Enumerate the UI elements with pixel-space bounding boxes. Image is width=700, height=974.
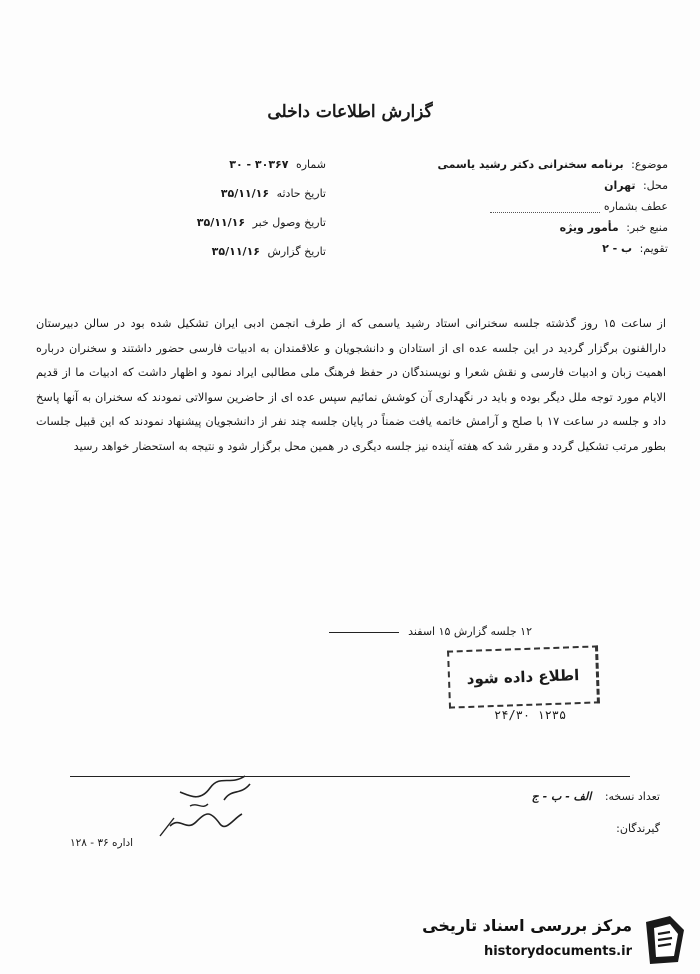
report-body [36, 312, 666, 460]
subject-row: موضوع: برنامه سخنرانی دکتر رشید یاسمی [368, 154, 668, 175]
document-archive-icon [640, 912, 690, 968]
reference-row [368, 196, 668, 217]
reference-label: عطف بشماره [603, 200, 668, 213]
report-date-row [36, 237, 326, 266]
reference-dotted-line [490, 202, 600, 213]
assessment-value: ب - ۲ [602, 242, 633, 255]
meta-left-block [36, 150, 326, 266]
handwritten-signature [150, 766, 280, 846]
report-paragraph: از ساعت ۱۵ روز گذشته جلسه سخنرانی استاد رشید یاسمی که از طرف انجمن ادبی ایران تشکیل شده بود در سالن دبیرستان دارالفنون برگزار گردید در این جلسه عده ای از استادان و دانشجویان و علاقمندان به ادبیات فارسی حضور داشتند و سخنران درباره اهمیت زبان و ادبیات فارسی و نقش شعرا و نویسندگان در حفظ فرهنگ ملی مطالبی ایراد نمود و اظهار داشت که ادبیات ما از قدیم الایام مورد توجه ملل دیگر بوده و باید در نگهداری آن کوشش نمائیم سپس عده ای از حاضرین سوالاتی نمودند که سخنران به آنها پاسخ داد و جلسه در ساعت ۱۷ با صلح و آرامش خاتمه یافت ضمناً در پایان جلسه چند نفر از دانشجویان پیشنهاد نمودند که این قبیل جلسات بطور مرتب تشکیل گردد و مقرر شد که هفته آینده نیز جلسه دیگری در همین محل برگزار شود و نتیجه به استحضار خواهد رسید [36, 317, 666, 453]
stamp-number: ۲۴/۳۰ ۱۲۳۵ [494, 708, 567, 722]
assessment-label: تقویم [643, 242, 668, 255]
event-date-label: تاریخ حادثه [276, 187, 326, 200]
source-row: منبع خبر: مأمور ویژه [368, 217, 668, 238]
copies-label: تعداد نسخه [608, 790, 660, 803]
footer-divider [70, 776, 630, 777]
received-date-row [36, 208, 326, 237]
copies-row: تعداد نسخه: الف - ب - ج [531, 790, 660, 803]
place-value: تهران [604, 179, 636, 192]
event-date-row [36, 179, 326, 208]
place-label: محل [646, 179, 668, 192]
footer-code: اداره ۳۶ - ۱۲۸ [70, 837, 134, 849]
event-date-value: ۳۵/۱۱/۱۶ [220, 187, 270, 200]
number-row [36, 150, 326, 179]
org-url: historydocuments.ir [483, 944, 632, 959]
assessment-row: تقویم: ب - ۲ [368, 238, 668, 259]
office-stamp [447, 645, 600, 708]
received-date-label: تاریخ وصول خبر [252, 216, 326, 229]
received-date-value: ۳۵/۱۱/۱۶ [196, 216, 246, 229]
closing-underline [329, 632, 399, 633]
subject-label: موضوع [634, 158, 668, 171]
recipients-row: گیرندگان: [616, 822, 660, 835]
number-value: ۳۰۳۶۷ - ۳۰ [229, 158, 289, 171]
meta-right-block [368, 154, 668, 259]
stamp-text: اطلاع داده شود [466, 666, 580, 688]
recipients-label: گیرندگان [619, 822, 660, 835]
place-row: محل: تهران [368, 175, 668, 196]
report-title: گزارش اطلاعات داخلی [267, 102, 433, 122]
report-date-value: ۳۵/۱۱/۱۶ [211, 245, 260, 258]
org-name: مرکز بررسی اسناد تاریخی [422, 916, 632, 935]
subject-value: برنامه سخنرانی دکتر رشید یاسمی [437, 158, 624, 171]
branding-logo [370, 912, 690, 968]
source-label: منبع خبر [629, 221, 668, 234]
report-date-label: تاریخ گزارش [267, 245, 326, 258]
report-closing [329, 625, 532, 638]
closing-text: ۱۲ جلسه گزارش ۱۵ اسفند [408, 625, 532, 638]
number-label: شماره [295, 158, 326, 171]
source-value: مأمور ویژه [559, 221, 619, 234]
copies-value: الف - ب - ج [531, 790, 592, 803]
